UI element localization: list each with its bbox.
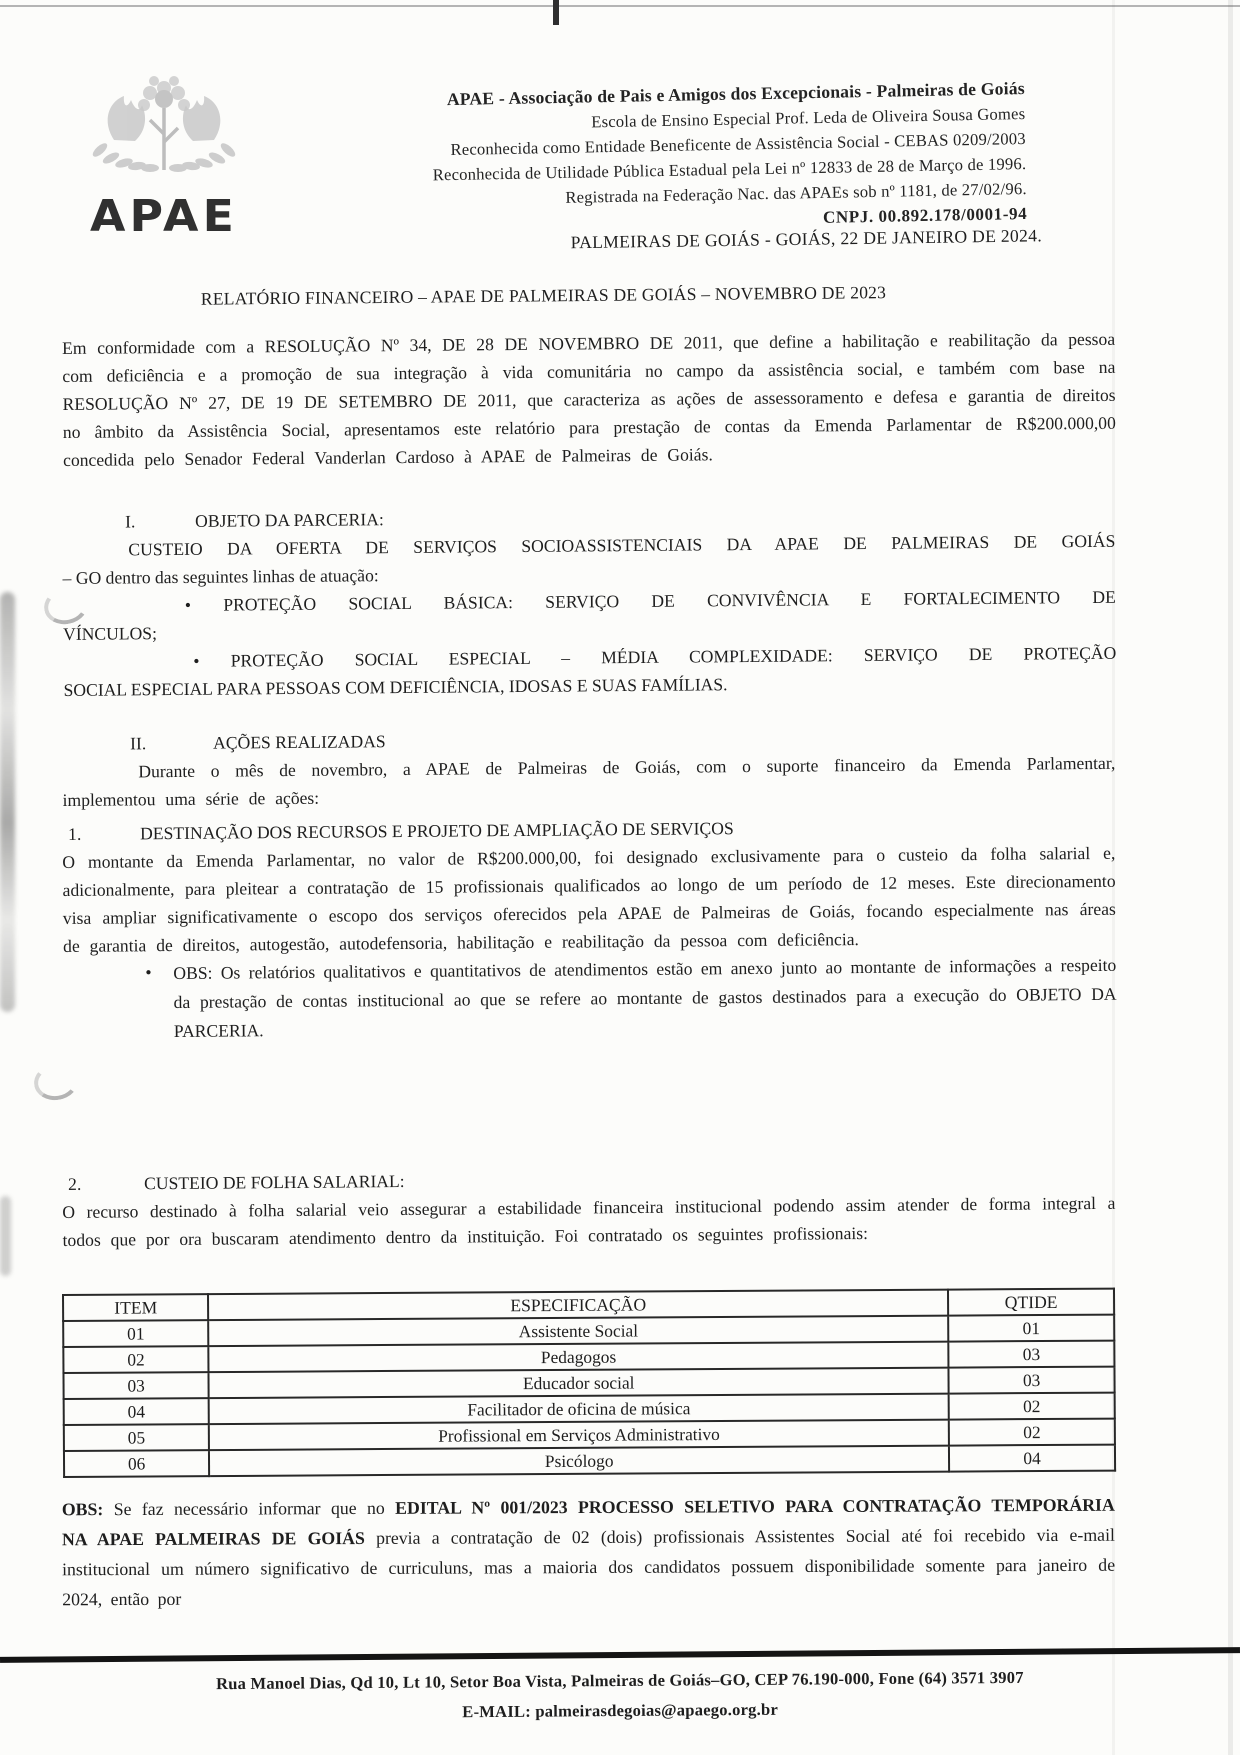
org-federation-line: Registrada na Federação Nac. das APAEs sob nº 1181, de 27/02/96. — [565, 178, 1027, 207]
cell-especificacao: Educador social — [209, 1368, 949, 1399]
section-custeio-heading: CUSTEIO DE FOLHA SALARIAL: — [144, 1171, 405, 1194]
cell-item: 06 — [64, 1450, 209, 1477]
scan-artifact-top-tick — [553, 0, 559, 25]
section-acoes-heading: AÇÕES REALIZADAS — [213, 731, 386, 753]
dateline: PALMEIRAS DE GOIÁS - GOIÁS, 22 DE JANEIRO DE 2024. — [570, 225, 1043, 253]
col-header-item: ITEM — [63, 1294, 208, 1321]
cell-qtide: 01 — [948, 1315, 1114, 1342]
objeto-line2: – GO dentro das seguintes linhas de atuação: — [62, 565, 379, 588]
org-utility-line: Reconhecida de Utilidade Pública Estadual pela Lei nº 12833 de 28 de Março de 1996. — [432, 153, 1027, 185]
obs-edital-bold: EDITAL Nº 001/2023 PROCESSO SELETIVO PARA CONTRATAÇÃO TEMPORÁRIA NA APAE PALMEIRAS DE GOIÁS — [61, 1494, 1115, 1550]
col-header-qtide: QTIDE — [948, 1289, 1114, 1316]
cell-especificacao: Psicólogo — [209, 1446, 949, 1477]
cell-item: 05 — [64, 1424, 209, 1451]
org-cebas-line: Reconhecida como Entidade Beneficente de Assistência Social - CEBAS 0209/2003 — [450, 129, 1026, 160]
scan-artifact-left-smudge-2 — [0, 1196, 11, 1276]
section-objeto-heading: OBJETO DA PARCERIA: — [195, 509, 384, 531]
scan-artifact-left-smudge — [0, 592, 15, 1012]
intro-paragraph: Em conformidade com a RESOLUÇÃO Nº 34, DE 28 DE NOVEMBRO DE 2011, que define a habilitação e reabilitação da pessoa com deficiência e a promoção de sua integração à vida comunitária no campo da assistência social, e também com base na RESOLUÇÃO Nº 27, DE 19 DE SETEMBRO DE 2011, que caracteriza as ações de assessoramento e defesa e garantia de direitos no âmbito da Assistência Social, apresentamos este relatório para prestação de contas da Emenda Parlamentar de R$200.000,00 concedida pelo Senador Federal Vanderlan Cardoso à APAE de Palmeiras de Goiás. — [62, 328, 1116, 470]
objeto-line1: CUSTEIO DA OFERTA DE SERVIÇOS SOCIOASSISTENCIAIS DA APAE DE PALMEIRAS DE GOIÁS — [128, 530, 1116, 560]
cell-item: 04 — [64, 1398, 209, 1425]
footer-address: Rua Manoel Dias, Qd 10, Lt 10, Setor Boa Vista, Palmeiras de Goiás–GO, CEP 76.190-000, Fone (64) 3571 3907 — [215, 1667, 1024, 1694]
section-custeio — [62, 1161, 1116, 1254]
cell-qtide: 04 — [949, 1445, 1115, 1472]
org-name-line: APAE - Associação de Pais e Amigos dos Excepcionais - Palmeiras de Goiás — [446, 78, 1025, 110]
obs-text-1: Se faz necessário informar que no — [103, 1497, 396, 1520]
section-objeto — [62, 499, 1117, 704]
org-school-line: Escola de Ensino Especial Prof. Leda de Oliveira Sousa Gomes — [591, 104, 1026, 132]
apae-wordmark: APAE — [89, 191, 239, 242]
scan-artifact-pen-mark-2 — [32, 1061, 81, 1103]
obs-final-paragraph — [62, 1490, 1116, 1615]
cell-qtide: 03 — [949, 1367, 1115, 1394]
scan-artifact-top-line — [0, 5, 1240, 7]
section-custeio-number: 2. — [68, 1173, 82, 1194]
cell-especificacao: Assistente Social — [208, 1316, 948, 1347]
scan-artifact-edge-shadow — [1228, 0, 1233, 1755]
intro-section — [62, 325, 1116, 474]
cell-item: 02 — [63, 1346, 208, 1373]
org-cnpj: CNPJ. 00.892.178/0001-94 — [822, 203, 1028, 227]
destinacao-paragraph: O montante da Emenda Parlamentar, no valor de R$200.000,00, foi designado exclusivamente para o custeio da folha salarial e, adicionalmente, para pleitear a contratação de 15 profissionais qualificados ao longo de um período de 12 meses. Este direcionamento visa ampliar significativamente o escopo dos serviços oferecidos pela APAE de Palmeiras de Goiás, focando especialmente nas áreas de garantia de direitos, autogestão, autodefensoria, habilitação e reabilitação da pessoa com deficiência. — [62, 842, 1116, 956]
cell-especificacao: Pedagogos — [209, 1342, 949, 1373]
cell-especificacao: Profissional em Serviços Administrativo — [209, 1420, 949, 1451]
cell-qtide: 02 — [949, 1419, 1115, 1446]
section-destinacao-heading: DESTINAÇÃO DOS RECURSOS E PROJETO DE AMPLIAÇÃO DE SERVIÇOS — [140, 818, 734, 844]
col-header-especificacao: ESPECIFICAÇÃO — [208, 1290, 948, 1321]
footer-rule — [0, 1647, 1240, 1663]
section-destinacao — [62, 811, 1117, 1047]
cell-qtide: 02 — [949, 1393, 1115, 1420]
footer — [70, 1662, 1170, 1731]
objeto-bullet2-line1: • PROTEÇÃO SOCIAL ESPECIAL – MÉDIA COMPLEXIDADE: SERVIÇO DE PROTEÇÃO — [193, 642, 1117, 671]
letterhead — [159, 76, 1028, 243]
section-objeto-number: I. — [125, 511, 136, 532]
footer-email: E-MAIL: palmeirasdegoias@apaego.org.br — [462, 1699, 779, 1722]
custeio-paragraph: O recurso destinado à folha salarial veio assegurar a estabilidade financeira institucional podendo assim atender de forma integral a todos que por ora buscaram atendimento dentro da instituição. Foi contratado os seguintes profissionais: — [62, 1192, 1116, 1250]
destinacao-obs-text: OBS: Os relatórios qualitativos e quantitativos de atendimentos estão em anexo junto ao montante de informações a respeito da prestação de contas institucional ao que se refere ao montante de gastos destinados para a execução do OBJETO DA PARCERIA. — [173, 954, 1117, 1042]
obs-text-2: previa a contratação de 02 (dois) profissionais Assistentes Social até foi recebido via e-mail institucional um número significativo de curriculuns, mas a maioria dos candidatos possuem disponibilidade somente para janeiro de 2024, então por — [62, 1524, 1116, 1610]
bullet-dot-icon: • — [145, 962, 152, 983]
objeto-bullet1-line1: • PROTEÇÃO SOCIAL BÁSICA: SERVIÇO DE CONVIVÊNCIA E FORTALECIMENTO DE — [184, 586, 1116, 615]
obs-label: OBS: — [61, 1499, 104, 1520]
objeto-bullet2-line2: SOCIAL ESPECIAL PARA PESSOAS COM DEFICIÊNCIA, IDOSAS E SUAS FAMÍLIAS. — [63, 674, 728, 700]
report-title: RELATÓRIO FINANCEIRO – APAE DE PALMEIRAS DE GOIÁS – NOVEMBRO DE 2023 — [200, 282, 887, 309]
objeto-bullet1-line2: VÍNCULOS; — [63, 623, 158, 644]
cell-item: 01 — [63, 1320, 208, 1347]
section-acoes-number: II. — [130, 733, 147, 754]
section-acoes — [62, 721, 1116, 814]
staff-table — [62, 1288, 1116, 1478]
section-destinacao-number: 1. — [68, 823, 82, 844]
cell-item: 03 — [63, 1372, 208, 1399]
table-row — [64, 1445, 1115, 1477]
acoes-paragraph: Durante o mês de novembro, a APAE de Palmeiras de Goiás, com o suporte financeiro da Emenda Parlamentar, implementou uma série de ações: — [62, 752, 1116, 810]
cell-qtide: 03 — [948, 1341, 1114, 1368]
destinacao-obs — [145, 951, 1117, 1046]
cell-especificacao: Facilitador de oficina de música — [209, 1394, 949, 1425]
